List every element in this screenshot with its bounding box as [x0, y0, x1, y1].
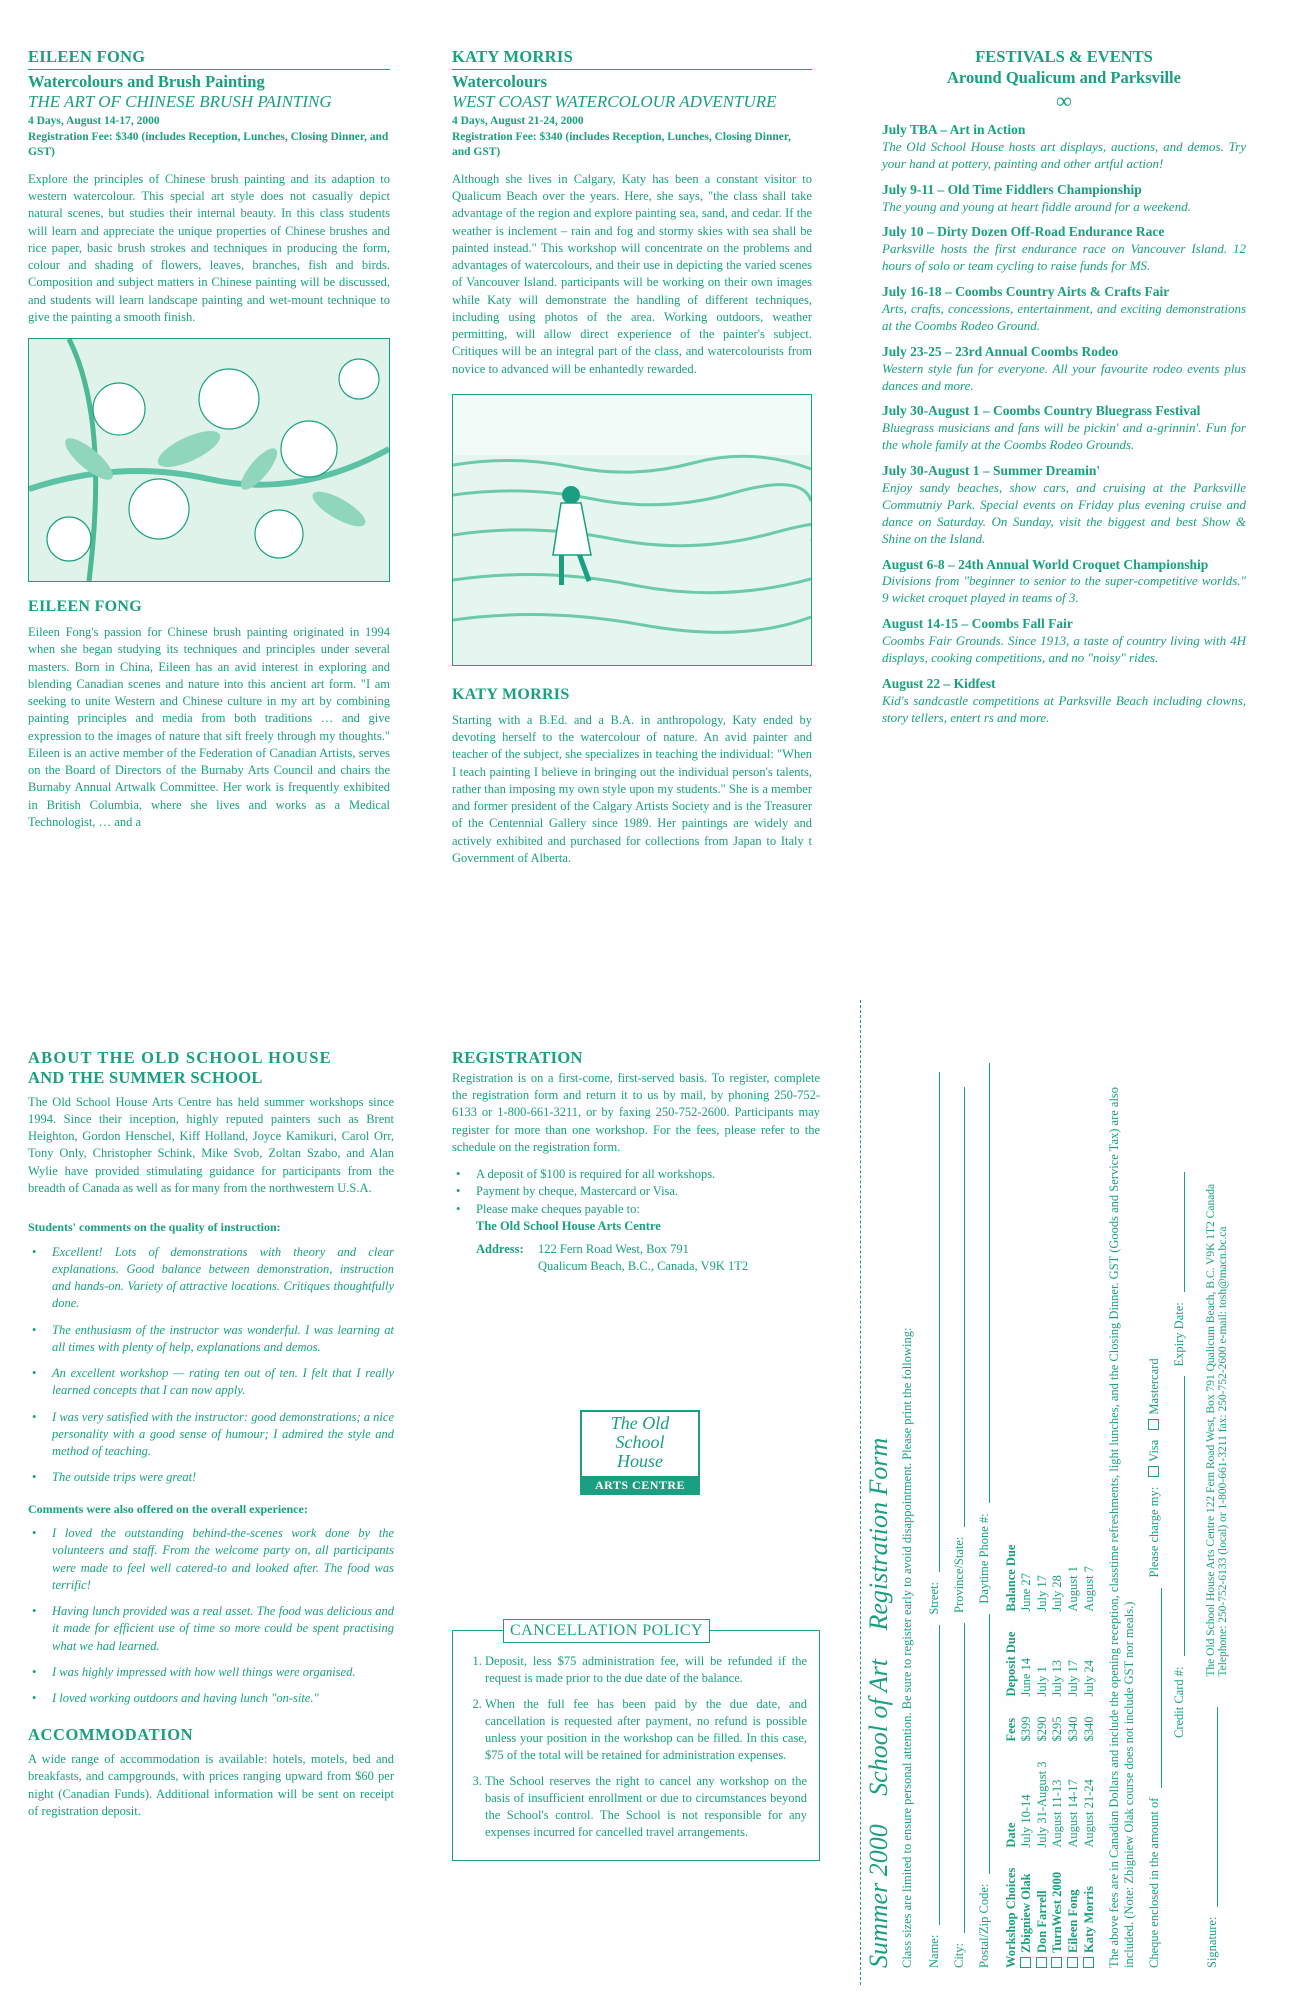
workshop-table [1004, 1525, 1097, 1968]
event-description: The Old School House hosts art displays, auctions, and demos. Try your hand at pottery, painting and other artful action! [882, 138, 1246, 171]
table-header-cell: Balance Due [1004, 1544, 1018, 1612]
festivals-column [882, 46, 1246, 727]
province-label: Province/State: [952, 1536, 966, 1613]
workshop-title: THE ART OF CHINESE BRUSH PAINTING [28, 91, 332, 111]
registration-form [864, 998, 1282, 1968]
cancellation-box [452, 1622, 820, 1861]
expiry-label: Expiry Date: [1172, 1302, 1187, 1367]
card-label: Credit Card #: [1172, 1666, 1187, 1738]
table-cell: $340 [1081, 1716, 1096, 1742]
payable-to: The Old School House Arts Centre [476, 1218, 661, 1233]
name-input[interactable] [927, 1625, 940, 1925]
fees-note: The above fees are in Canadian Dollars and include the opening reception, classtime refreshments, light lunches, and the Closing Dinner. GST (Goods and Service Tax) are also included. (Note: Zbigniew Olak course does not include GST nor meals.) [1107, 1086, 1137, 1968]
street-label: Street: [927, 1582, 941, 1615]
visa-label: Visa [1147, 1439, 1162, 1462]
event-description: Kid's sandcastle competitions at Parksville Beach including clowns, story tellers, entert rs and more. [882, 692, 1246, 725]
divider [28, 69, 390, 70]
event-item [882, 463, 1246, 547]
beach-painting-image [452, 394, 812, 666]
overall-heading: Comments were also offered on the overall experience: [28, 1501, 308, 1516]
table-cell: June 27 [1019, 1573, 1033, 1612]
student-comments-list [28, 1244, 394, 1487]
cheque-label: Cheque enclosed in the amount of [1147, 1797, 1162, 1968]
about-column [28, 1048, 394, 1820]
dogwood-flowers-illustration [29, 339, 389, 581]
table-cell: August 21-24 [1081, 1779, 1096, 1848]
card-number-input[interactable] [1172, 1376, 1185, 1656]
signature-input[interactable] [1205, 1707, 1218, 1907]
workshop-checkbox[interactable] [1036, 1957, 1047, 1968]
footer-address: The Old School House Arts Centre 122 Fern Road West, Box 791 Qualicum Beach, B.C. V9K 1T2 Canada [1205, 1183, 1218, 1677]
registration-bullets [452, 1166, 820, 1218]
signature-label: Signature: [1205, 1916, 1220, 1968]
form-footer [1205, 1184, 1229, 1697]
student-comment: • An excellent workshop — rating ten out of ten. I felt that I really learned concepts that I can now apply. [28, 1365, 394, 1400]
workshop-medium: Watercolours and Brush Painting [28, 71, 265, 91]
form-note: Class sizes are limited to ensure personal attention. Be sure to register early to avoid disappointment. Please print the following: [900, 1327, 914, 1968]
city-label: City: [952, 1942, 966, 1968]
postal-label: Postal/Zip Code: [977, 1883, 991, 1968]
event-description: Coombs Fair Grounds. Since 1913, a taste of country living with 4H displays, cooking competitions, and no "noisy" rides. [882, 633, 1246, 665]
table-cell: August 7 [1081, 1566, 1096, 1612]
table-cell: August 1 [1065, 1566, 1080, 1612]
workshop-name: Zbigniew Olak [1019, 1873, 1033, 1953]
event-item [882, 557, 1246, 608]
table-cell: August 14-17 [1065, 1779, 1080, 1848]
workshop-checkbox[interactable] [1020, 1957, 1031, 1968]
table-cell: August 11-13 [1050, 1779, 1065, 1848]
workshop-checkbox[interactable] [1051, 1957, 1062, 1968]
event-title: July 16-18 – Coombs Country Airts & Crafts Fair [882, 284, 1170, 300]
address-block [452, 1241, 820, 1276]
table-cell: July 31-August 3 [1034, 1761, 1049, 1848]
event-title: July 9-11 – Old Time Fiddlers Championship [882, 181, 1142, 197]
table-cell: $295 [1050, 1716, 1065, 1742]
table-cell [1066, 1848, 1082, 1968]
eileen-column [28, 48, 390, 831]
student-comment: • The outside trips were great! [28, 1469, 394, 1486]
event-title: July 30-August 1 – Coombs Country Bluegrass Festival [882, 403, 1201, 419]
table-cell: July 10-14 [1019, 1794, 1033, 1848]
table-cell: July 17 [1034, 1575, 1049, 1612]
overall-comment: • I was highly impressed with how well things were organised. [28, 1664, 394, 1681]
table-cell: July 24 [1081, 1660, 1096, 1697]
form-title-form: Registration Form [864, 1437, 893, 1631]
event-item [882, 182, 1246, 216]
visa-checkbox[interactable] [1148, 1466, 1159, 1477]
cancellation-item: 2. When the full fee has been paid by the due date, and cancellation is requested after payment, no refund is possible unless your position in the workshop can be filled. In this case, $75 of the total will be retained for administration expenses. [485, 1696, 807, 1765]
logo-line-3: House [617, 1451, 663, 1471]
table-row [1035, 1525, 1051, 1968]
overall-comments-list [28, 1525, 394, 1707]
table-header-cell: Deposit Due [1004, 1631, 1018, 1697]
logo-line-2: School [615, 1432, 665, 1452]
event-description: The young and young at heart fiddle around for a weekend. [882, 198, 1191, 214]
workshop-medium: Watercolours [452, 71, 548, 91]
address-line-1: 122 Fern Road West, Box 791 [538, 1242, 689, 1257]
table-row [1050, 1525, 1066, 1968]
registration-text: Registration is on a first-come, first-served basis. To register, complete the registration form and return it to us by mail, by phoning 250-752-6133 or 1-800-661-3211, or by faxing 250-752-2600. Participants may register for more than one workshop. For the fees, please refer to the schedule on the registration form. [452, 1070, 820, 1154]
festivals-title: FESTIVALS & EVENTS [975, 47, 1153, 66]
cancellation-title: CANCELLATION POLICY [503, 1619, 710, 1643]
registration-column [452, 1048, 820, 1276]
phone-label: Daytime Phone #: [977, 1513, 991, 1604]
workshop-fee: Registration Fee: $340 (includes Reception, Lunches, Closing Dinner, and GST) [28, 130, 389, 159]
event-item [882, 344, 1246, 395]
logo-wordmark [580, 1410, 700, 1476]
workshop-name: TurnWest 2000 [1050, 1871, 1065, 1953]
street-input[interactable] [927, 1072, 940, 1572]
event-title: August 6-8 – 24th Annual World Croquet Championship [882, 556, 1209, 572]
student-comment: • I was very satisfied with the instructor: good demonstrations; a nice personality with a good sense of humour; I admired the style and method of teaching. [28, 1409, 394, 1461]
table-row [1019, 1525, 1035, 1968]
table-cell [1035, 1848, 1051, 1968]
overall-comment: • I loved working outdoors and having lunch "on-site." [28, 1690, 394, 1707]
bio-heading: KATY MORRIS [452, 685, 570, 703]
table-header-cell: Fees [1004, 1717, 1018, 1742]
workshop-table-body [1019, 1525, 1097, 1968]
visa-option[interactable] [1147, 1440, 1162, 1477]
event-item [882, 403, 1246, 454]
footer-contact: Telephone: 250-752-6133 (local) or 1-800-661-3211 fax: 250-752-2600 e-mail: tosh@macn.bc.ca [1217, 1226, 1230, 1677]
charge-label: Please charge my: [1147, 1486, 1162, 1578]
student-comment: • Excellent! Lots of demonstrations with theory and clear explanations. Good balance between demonstration, instruction and hands-on. Variety of attractive locations. Critiques thoughtfully done. [28, 1244, 394, 1313]
event-title: July 23-25 – 23rd Annual Coombs Rodeo [882, 343, 1119, 359]
cancellation-section [452, 1600, 820, 1861]
katy-column [452, 48, 812, 867]
address-label: Address: [476, 1242, 524, 1257]
cheque-amount-input[interactable] [1149, 1588, 1162, 1788]
workshop-name: Katy Morris [1081, 1886, 1096, 1953]
table-row [1082, 1525, 1098, 1968]
event-description: Arts, crafts, concessions, entertainment, and exciting demonstrations at the Coombs Rodeo Ground. [882, 301, 1246, 333]
bio-text: Starting with a B.Ed. and a B.A. in anthropology, Katy ended by devoting herself to the watercolour of nature. An avid painter and teacher of the subject, she specializes in teaching the individual: "When I teach painting I believe in bringing out the individual person's talents, rather than imposing my own style upon my students." She is a member and former president of the Calgary Artists Society and is the Treasurer of the Centennial Gallery since 1989. Her paintings are widely and actively exhibited and purchased for collections from Japan to Italy t Government of Alberta. [452, 712, 812, 865]
about-text: The Old School House Arts Centre has held summer workshops since 1994. Since their inception, highly reputed painters such as Brent Heighton, Gordon Henschel, Kiff Holland, Joyce Kamikuri, Carol Orr, Tony Only, Christopher Schink, Mike Svob, Zoltan Szabo, and Alan Wylie have provided stimulating guidance for participants from the breadth of Canada as well as for many from the northwestern U.S.A. [28, 1094, 394, 1195]
city-row [952, 998, 967, 1968]
festivals-subtitle: Around Qualicum and Parksville [947, 68, 1181, 88]
table-row [1066, 1525, 1082, 1968]
overall-comment: • I loved the outstanding behind-the-scenes work done by the volunteers and staff. From the welcome party on, all participants were made to feel well catered-to and looked after. The food was terrific! [28, 1525, 394, 1594]
student-comment: • The enthusiasm of the instructor was wonderful. I was learning at all times with plenty of help, explanations and demos. [28, 1322, 394, 1357]
events-list [882, 122, 1246, 726]
mastercard-label: Mastercard [1147, 1358, 1162, 1415]
province-input[interactable] [952, 1087, 965, 1527]
card-row [1172, 998, 1187, 1968]
workshop-description: Although she lives in Calgary, Katy has been a constant visitor to Qualicum Beach over the years. Here, she says, "the class shall take advantage of the region and explore painting sea, sand, and cedar. If the weather is inclement – rain and fog and stormy skies with sea shall be painted instead." This workshop will concentrate on the problems and advantages of watercolours, and their use in depicting the varied scenes of Vancouver Island. participants will be working on their own images while Katy will demonstrate the handling of different techniques, including using photos of the area. Working outdoors, weather permitting, will allow direct experience of the painter's subject. Critiques will be an integral part of the class, and watercolourists from novice to advanced will be enhantedly rewarded. [452, 171, 812, 376]
workshop-checkbox[interactable] [1067, 1957, 1078, 1968]
city-input[interactable] [952, 1623, 965, 1933]
workshop-title: WEST COAST WATERCOLOUR ADVENTURE [452, 91, 777, 111]
table-cell [1082, 1848, 1098, 1968]
instructor-name: KATY MORRIS [452, 47, 574, 66]
about-heading-line-1: ABOUT THE OLD SCHOOL HOUSE [28, 1048, 332, 1067]
about-heading-line-2: AND THE SUMMER SCHOOL [28, 1067, 263, 1087]
table-header-cell: Workshop Choices [1004, 1867, 1018, 1968]
accommodation-text: A wide range of accommodation is available: hotels, motels, bed and breakfasts, and campgrounds, with prices ranging upward from $60 per night (Canadian Funds). Additional information will be sent on receipt of registration deposit. [28, 1752, 394, 1818]
workshop-table-header [1004, 1525, 1019, 1968]
table-cell: July 28 [1050, 1575, 1065, 1612]
payment-row [1147, 998, 1162, 1968]
event-description: Bluegrass musicians and fans will be pickin' and a-grinnin'. Fun for the whole family at the Coombs Rodeo Grounds. [882, 420, 1246, 453]
expiry-input[interactable] [1172, 1172, 1185, 1292]
ornament-icon: ∞ [1056, 87, 1072, 113]
dogwood-painting-image [28, 338, 390, 582]
registration-bullet: • Payment by cheque, Mastercard or Visa. [452, 1183, 820, 1200]
instructor-name: EILEEN FONG [28, 47, 146, 66]
table-cell: $340 [1065, 1716, 1080, 1742]
table-header-cell: Date [1004, 1822, 1018, 1848]
child-on-beach-illustration [453, 395, 811, 665]
event-title: August 22 – Kidfest [882, 675, 996, 691]
phone-input[interactable] [977, 1063, 990, 1503]
address-lines [538, 1241, 748, 1276]
name-row [927, 998, 942, 1968]
cut-line [860, 1000, 861, 1985]
event-title: August 14-15 – Coombs Fall Fair [882, 616, 1073, 632]
bio-text: Eileen Fong's passion for Chinese brush painting originated in 1994 when she began studying its techniques and principles under several masters. Born in China, Eileen has an avid interest in exploring and blending Canadian scenes and nature into this ancient art form. "I am seeking to unite Western and Chinese culture in my art by combining painting principles and media from both traditions … and give expression to the images of nature that sift freely through my thoughts." Eileen is an active member of the Federation of Canadian Artists, serves on the Board of Directors of the Burnaby Arts Council and chairs the Burnaby Annual Artwalk Committee. Her work is frequently exhibited in British Columbia, where she lives and works as a Medical Technologist, … and a [28, 625, 390, 829]
cancellation-item: 3. The School reserves the right to cancel any workshop on the basis of insufficient enrollment or due to circumstances beyond the School's control. The School is not responsible for any expenses incurred for cancelled travel arrangements. [485, 1773, 807, 1842]
signature-row [1205, 998, 1229, 1968]
event-title: July 30-August 1 – Summer Dreamin' [882, 463, 1101, 479]
event-item [882, 284, 1246, 335]
divider [452, 69, 812, 70]
event-title: July TBA – Art in Action [882, 122, 1026, 138]
workshop-description: Explore the principles of Chinese brush painting and its adaption to western watercolour. This special art style does not casually depict natural scenes, but studies their internal beauty. In this class students will learn and appreciate the unique properties of Chinese brushes and rice paper, basic brush strokes and techniques in producing the form, colour and shading of flowers, leaves, branches, fish and birds. Composition and subject matters in Chinese painting will be discussed, and students will learn landscape painting and wet-mount technique to give the painting a smooth finish. [28, 171, 390, 324]
table-cell: July 17 [1065, 1660, 1080, 1697]
registration-heading: REGISTRATION [452, 1048, 583, 1067]
workshop-fee: Registration Fee: $340 (includes Reception, Lunches, Closing Dinner, and GST) [452, 130, 791, 159]
table-cell [1050, 1848, 1066, 1968]
name-label: Name: [927, 1934, 941, 1968]
logo-line-1: The Old [610, 1413, 670, 1433]
table-cell [1019, 1848, 1035, 1968]
workshop-name: Don Farrell [1034, 1890, 1049, 1953]
table-cell: June 14 [1019, 1657, 1033, 1697]
table-cell: July 13 [1050, 1660, 1065, 1697]
event-description: Enjoy sandy beaches, show cars, and cruising at the Parksville Commutniy Park. Special events on Friday plus evening cruise and dance on Saturday. On Sunday, visit the biggest and best Show & Shine on the Island. [882, 479, 1246, 546]
workshop-checkbox[interactable] [1083, 1957, 1094, 1968]
workshop-name: Eileen Fong [1065, 1889, 1080, 1953]
table-cell: $399 [1019, 1716, 1033, 1742]
postal-input[interactable] [977, 1614, 990, 1874]
event-item [882, 616, 1246, 667]
table-cell: July 1 [1034, 1666, 1049, 1697]
cancellation-list [465, 1653, 807, 1842]
students-heading: Students' comments on the quality of instruction: [28, 1220, 281, 1235]
accommodation-heading: ACCOMMODATION [28, 1725, 194, 1745]
event-item [882, 676, 1246, 727]
mastercard-option[interactable] [1147, 1358, 1162, 1429]
overall-comment: • Having lunch provided was a real asset. The food was delicious and it made for efficient use of time so more could be spent practising what we had learned. [28, 1603, 394, 1655]
event-description: Western style fun for everyone. All your favourite rodeo events plus dances and more. [882, 360, 1246, 393]
event-item [882, 224, 1246, 275]
address-line-2: Qualicum Beach, B.C., Canada, V9K 1T2 [538, 1259, 749, 1274]
event-description: Divisions from "beginner to senior to the super-competitive worlds." 9 wicket croquet played in teams of 3. [882, 573, 1246, 606]
workshop-dates: 4 Days, August 21-24, 2000 [452, 115, 584, 128]
cancellation-item: 1. Deposit, less $75 administration fee, will be refunded if the request is made prior to the due date of the balance. [485, 1653, 807, 1688]
event-description: Parksville hosts the first endurance race on Vancouver Island. 12 hours of solo or team cycling to raise funds for MS. [882, 241, 1246, 274]
form-title [864, 998, 894, 1968]
arts-centre-logo [580, 1410, 700, 1496]
form-title-year: Summer 2000 [864, 1824, 893, 1968]
registration-bullet: • Please make cheques payable to: [452, 1201, 820, 1218]
event-item [882, 122, 1246, 173]
form-title-school: School of Art [864, 1659, 893, 1796]
postal-row [977, 998, 992, 1968]
event-title: July 10 – Dirty Dozen Off-Road Endurance Race [882, 224, 1165, 240]
bio-heading: EILEEN FONG [28, 598, 142, 616]
table-cell: $290 [1034, 1716, 1049, 1742]
workshop-dates: 4 Days, August 14-17, 2000 [28, 115, 160, 128]
registration-bullet: • A deposit of $100 is required for all workshops. [452, 1166, 820, 1183]
mastercard-checkbox[interactable] [1148, 1419, 1159, 1430]
logo-bar: ARTS CENTRE [580, 1476, 700, 1495]
